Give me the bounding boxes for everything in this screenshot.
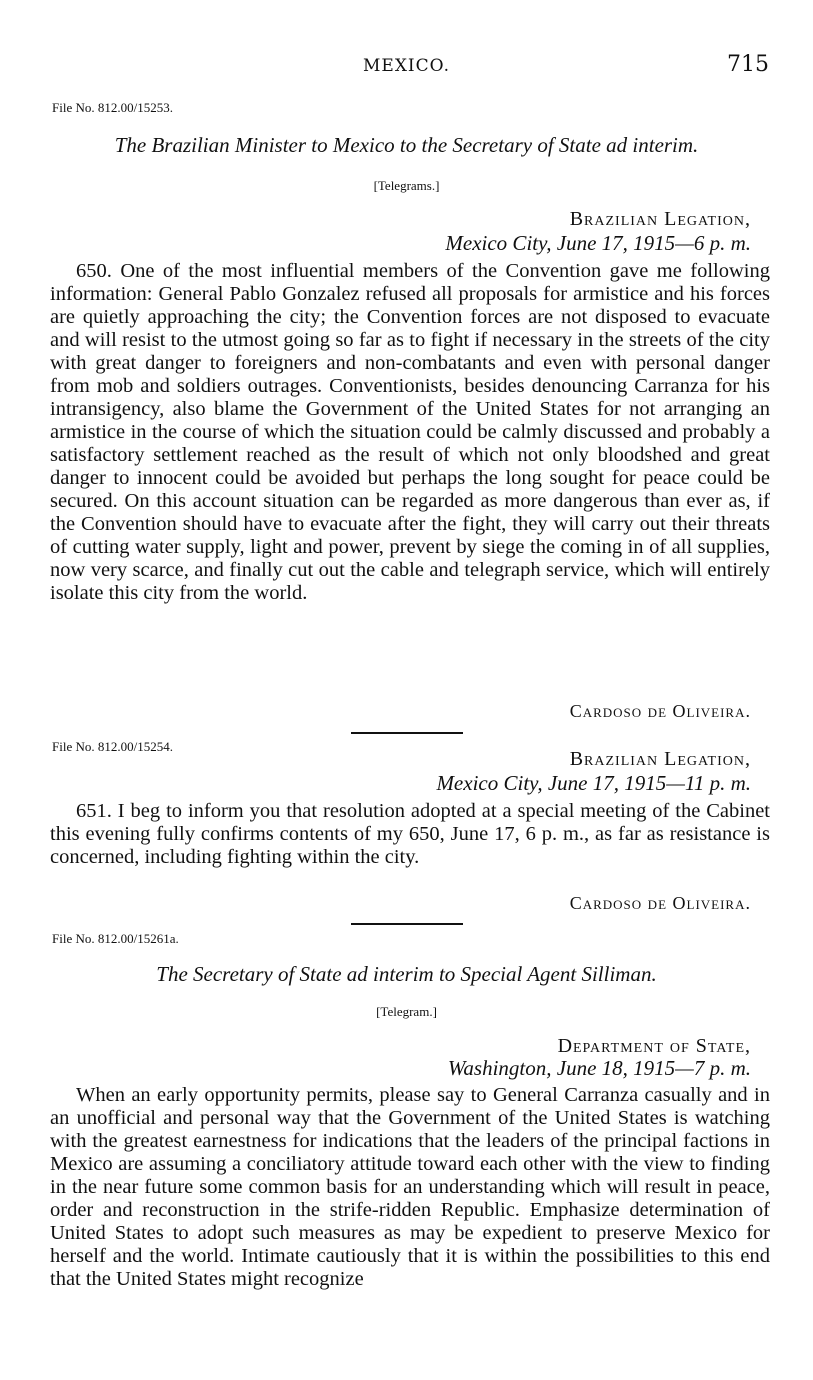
dateline: Mexico City, June 17, 1915—6 p. m. [445, 231, 751, 255]
file-number: File No. 812.00/15261a. [52, 931, 179, 946]
file-number: File No. 812.00/15254. [52, 739, 173, 754]
document-title: The Secretary of State ad interim to Special Agent Silliman. [156, 962, 657, 986]
page-number: 715 [727, 52, 769, 77]
sender-line: Brazilian Legation, [569, 748, 751, 770]
dateline: Washington, June 18, 1915—7 p. m. [447, 1056, 751, 1080]
sender-line: Brazilian Legation, [569, 208, 751, 230]
document-title: The Brazilian Minister to Mexico to the Secretary of State ad interim. [114, 133, 699, 157]
telegram-body [50, 260, 770, 605]
body-paragraph: When an early opportunity permits, please say to General Carranza casually and in an unofficial and personal way that the Government of the United States is watching with the greatest earnestness for indications that the leaders of the principal factions in Mexico are assuming a conciliatory attitude toward each other with the view to finding in the near future some common basis for an understanding which will result in peace, order and reconstruction in the strife-ridden Republic. Emphasize determination of United States to adopt such measures as may be expedient to preserve Mexico for herself and the world. Intimate cautiously that it is within the possibilities to this end that the United States might recognize [50, 1084, 770, 1290]
telegram-note: [Telegram.] [376, 1004, 437, 1019]
running-header-title: MEXICO. [363, 56, 450, 76]
signature: Cardoso de Oliveira. [569, 701, 751, 721]
dateline: Mexico City, June 17, 1915—11 p. m. [436, 771, 751, 795]
body-paragraph: 651. I beg to inform you that resolution adopted at a special meeting of the Cabinet this evening fully confirms contents of my 650, June 17, 6 p. m., as far as resistance is concerned, including fighting within the city. [50, 800, 770, 868]
body-paragraph: 650. One of the most influential members of the Convention gave me following information: General Pablo Gonzalez refused all proposals for armistice and his forces are quietly approaching the city; the Convention forces are not disposed to evacuate and will resist to the utmost going so far as to fight if necessary in the streets of the city with great danger to foreigners and non-combatants and even with personal danger from mob and soldiers outrages. Conventionists, besides denouncing Carranza for his intransigency, also blame the Government of the United States for not arranging an armistice in the course of which the situation could be calmly discussed and probably a satisfactory settlement reached as the result of which not only bloodshed and great danger to innocent could be avoided but perhaps the long sought for peace could be secured. On this account situation can be regarded as more dangerous than ever as, if the Convention should have to evacuate after the fight, they will carry out their threats of cutting water supply, light and power, prevent by siege the coming in of all supplies, now very scarce, and finally cut out the cable and telegraph service, which will entirely isolate this city from the world. [50, 260, 770, 604]
section-divider [351, 923, 463, 925]
telegram-body [50, 800, 770, 869]
section-divider [351, 732, 463, 734]
telegram-note: [Telegrams.] [373, 178, 440, 193]
file-number: File No. 812.00/15253. [52, 100, 173, 115]
telegram-body [50, 1084, 770, 1291]
signature: Cardoso de Oliveira. [569, 893, 751, 913]
sender-line: Department of State, [557, 1035, 751, 1057]
